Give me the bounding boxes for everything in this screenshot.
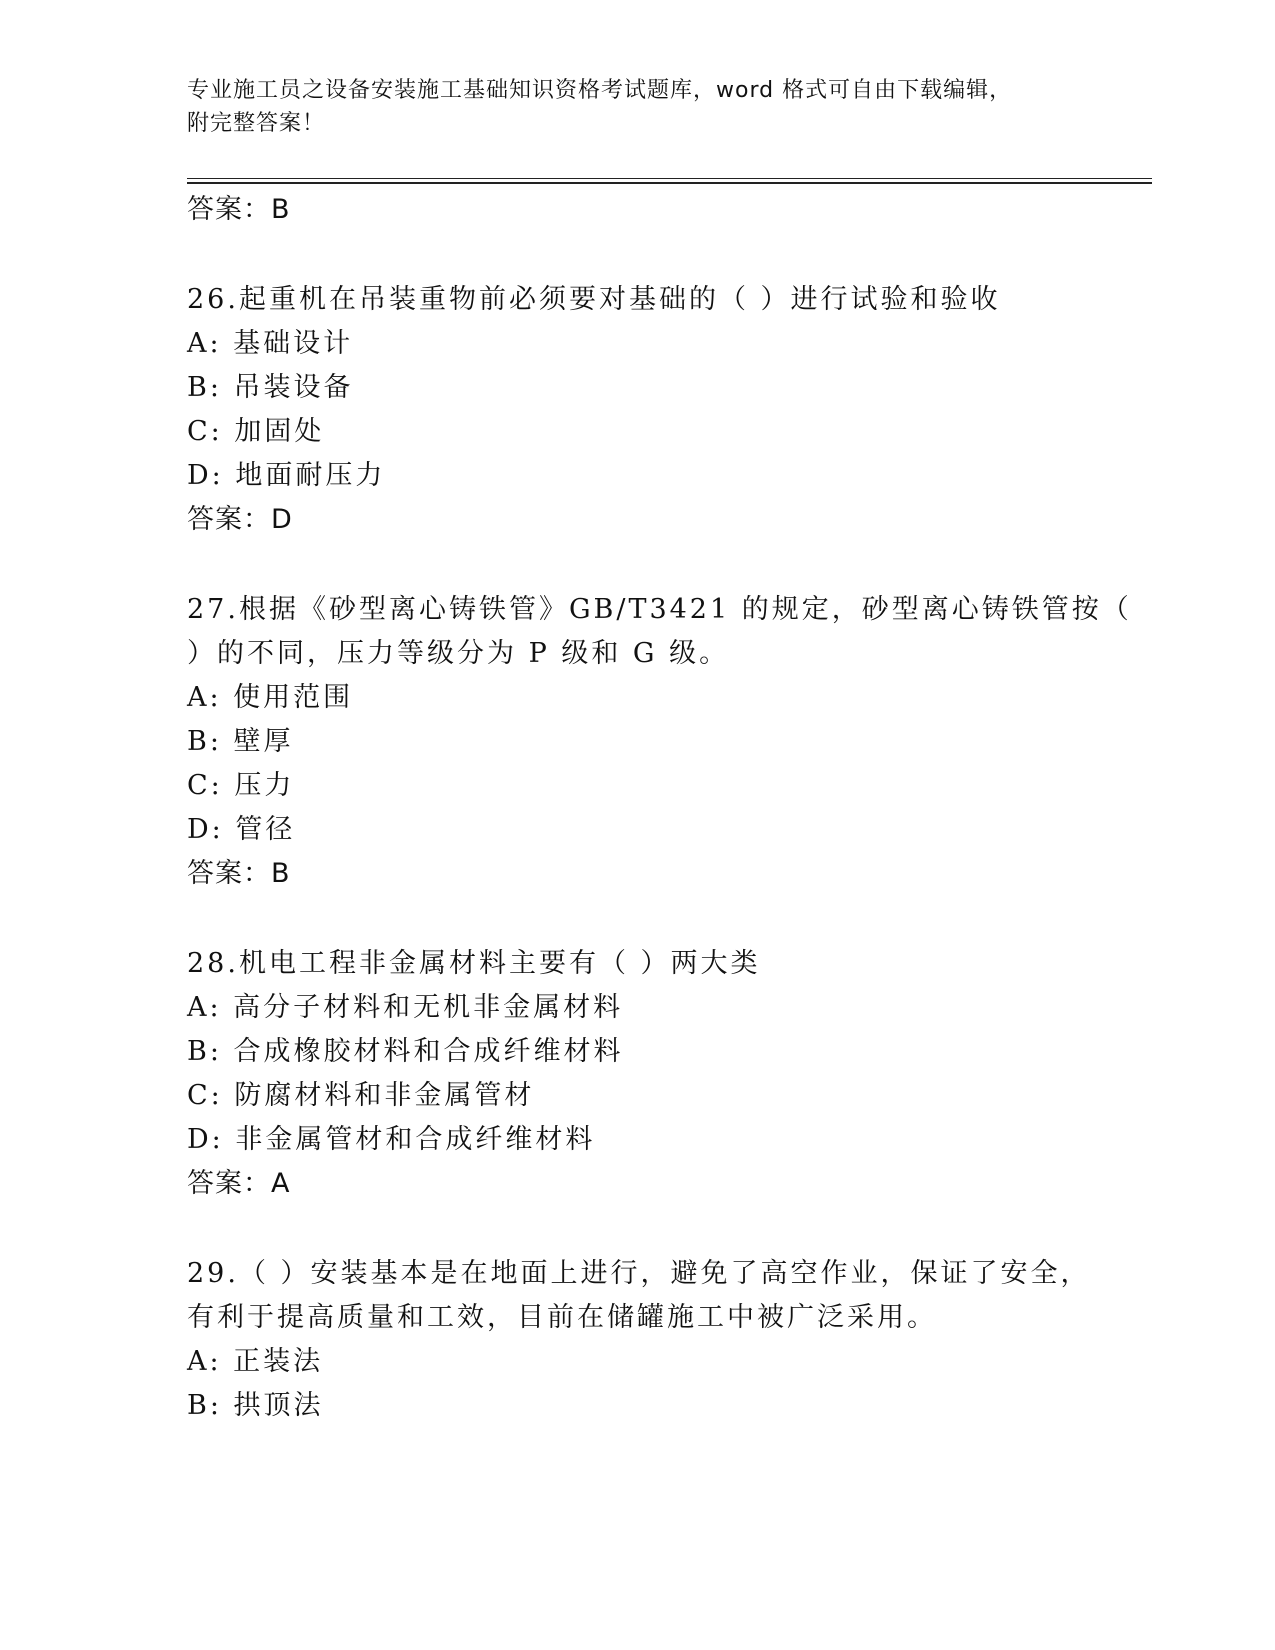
- question-29-stem-line-1: 29.（ ）安装基本是在地面上进行，避免了高空作业，保证了安全，: [187, 1258, 1091, 1289]
- question-27-stem-line-2: ）的不同，压力等级分为 P 级和 G 级。: [187, 638, 730, 669]
- question-26-option-b: B: 吊装设备: [187, 372, 354, 403]
- previous-answer: 答案：B: [187, 194, 291, 225]
- question-29-option-b: B: 拱顶法: [187, 1390, 324, 1421]
- question-28-option-b: B: 合成橡胶材料和合成纤维材料: [187, 1036, 624, 1067]
- question-29-stem-line-2: 有利于提高质量和工效，目前在储罐施工中被广泛采用。: [187, 1302, 937, 1333]
- header-divider-thick: [187, 182, 1152, 184]
- question-27-option-b: B: 壁厚: [187, 726, 294, 757]
- question-28-option-c: C: 防腐材料和非金属管材: [187, 1080, 535, 1111]
- page-header: 专业施工员之设备安装施工基础知识资格考试题库，word 格式可自由下载编辑， 附完整答案！: [187, 78, 1013, 136]
- question-29-option-a: A: 正装法: [187, 1346, 324, 1377]
- question-26-answer: 答案：D: [187, 504, 293, 535]
- question-26-option-c: C: 加固处: [187, 416, 325, 447]
- question-26-option-d: D: 地面耐压力: [187, 460, 386, 491]
- question-28-answer: 答案：A: [187, 1168, 291, 1199]
- question-27-option-c: C: 压力: [187, 770, 295, 801]
- question-28-stem: 28.机电工程非金属材料主要有（ ）两大类: [187, 948, 761, 979]
- question-26-stem: 26.起重机在吊装重物前必须要对基础的（ ）进行试验和验收: [187, 284, 1001, 315]
- question-28-option-d: D: 非金属管材和合成纤维材料: [187, 1124, 596, 1155]
- question-26-option-a: A: 基础设计: [187, 328, 354, 359]
- question-28-option-a: A: 高分子材料和无机非金属材料: [187, 992, 624, 1023]
- question-27-option-d: D: 管径: [187, 814, 296, 845]
- question-27-answer: 答案：B: [187, 858, 291, 889]
- header-divider-thin: [187, 178, 1152, 179]
- question-27-stem-line-1: 27.根据《砂型离心铸铁管》GB/T3421 的规定，砂型离心铸铁管按（: [187, 594, 1132, 625]
- question-27-option-a: A: 使用范围: [187, 682, 354, 713]
